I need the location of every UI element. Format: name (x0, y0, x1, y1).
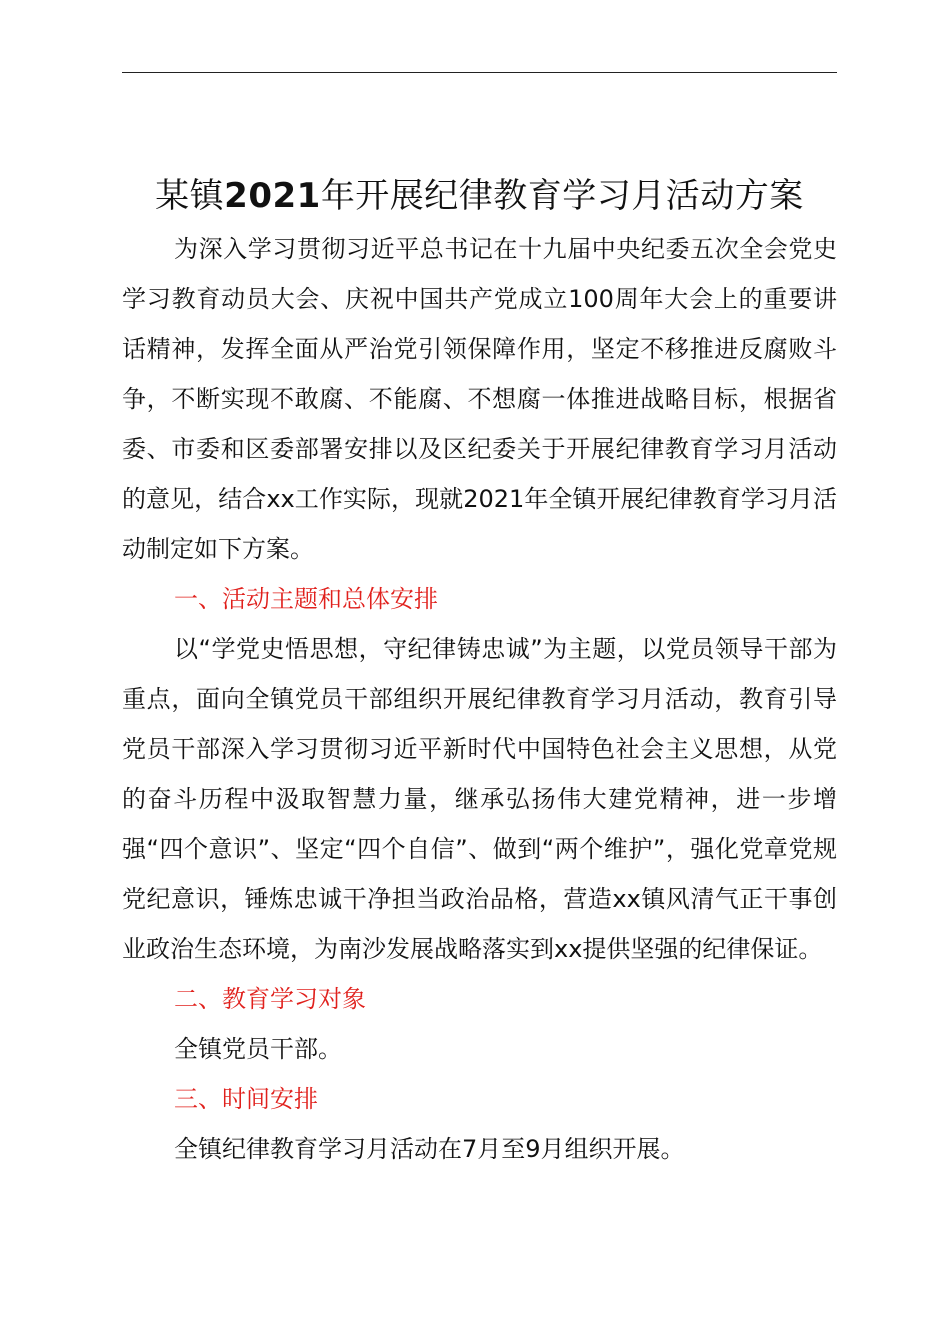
title-prefix: 某镇 (155, 175, 225, 216)
title-year: 2021 (224, 175, 321, 216)
document-body (122, 224, 837, 1174)
section-heading-audience: 二、教育学习对象 (174, 985, 366, 1013)
intro-paragraph: 为深入学习贯彻习近平总书记在十九届中央纪委五次全会党史学习教育动员大会、庆祝中国共产党成立100周年大会上的重要讲话精神，发挥全面从严治党引领保障作用，坚定不移推进反腐败斗争，不断实现不敢腐、不能腐、不想腐一体推进战略目标，根据省委、市委和区委部署安排以及区纪委关于开展纪律教育学习月活动的意见，结合xx工作实际，现就2021年全镇开展纪律教育学习月活动制定如下方案。 (122, 235, 837, 563)
header-rule (122, 72, 837, 73)
section-heading-schedule: 三、时间安排 (174, 1085, 318, 1113)
section-body-theme: 以“学党史悟思想，守纪律铸忠诚”为主题，以党员领导干部为重点，面向全镇党员干部组织开展纪律教育学习月活动，教育引导党员干部深入学习贯彻习近平新时代中国特色社会主义思想，从党的奋斗历程中汲取智慧力量，继承弘扬伟大建党精神，进一步增强“四个意识”、坚定“四个自信”、做到“两个维护”，强化党章党规党纪意识，锤炼忠诚干净担当政治品格，营造xx镇风清气正干事创业政治生态环境，为南沙发展战略落实到xx提供坚强的纪律保证。 (122, 635, 837, 963)
title-suffix: 年开展纪律教育学习月活动方案 (320, 175, 804, 216)
document-title (122, 171, 837, 221)
section-body-schedule: 全镇纪律教育学习月活动在7月至9月组织开展。 (174, 1135, 685, 1163)
section-body-audience: 全镇党员干部。 (174, 1035, 342, 1063)
section-heading-theme: 一、活动主题和总体安排 (174, 585, 438, 613)
